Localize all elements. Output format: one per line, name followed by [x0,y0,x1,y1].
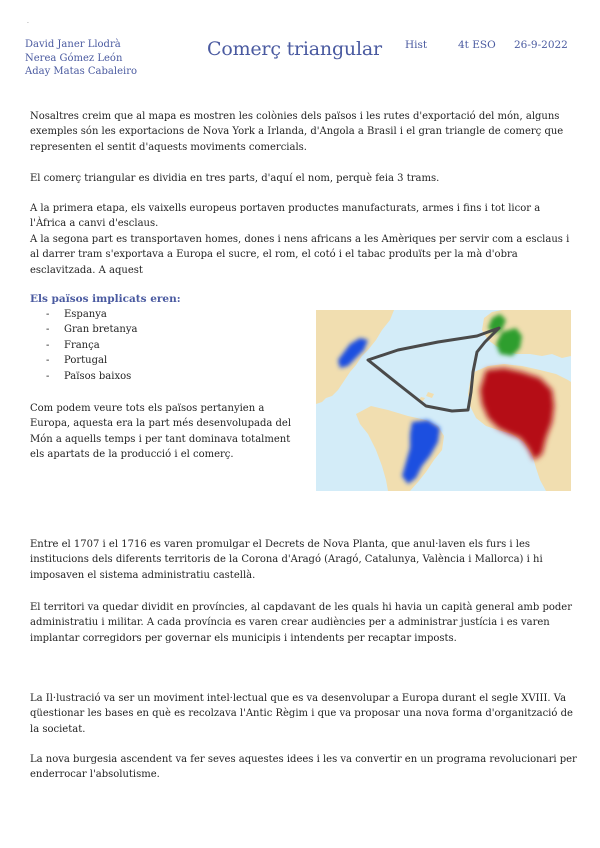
countries-list [46,307,137,384]
country-name: Gran bretanya [64,324,138,336]
countries-paragraph: Com podem veure tots els països pertanyien a Europa, aquesta era la part més desenvolupada del Món a aquells temps i per tant dominava totalment els apartats de la producció i el comerç. [30,403,292,461]
course-label: 4t ESO [458,39,496,51]
countries-heading: Els països implicats eren: [30,293,181,305]
stage1-paragraph: A la primera etapa, els vaixells europeus portaven productes manufacturats, armes i fins i tot licor a l'Àfrica a canvi d'esclaus. [30,203,541,230]
stage2-paragraph: A la segona part es transportaven homes, dones i nens africans a les Amèriques per servir com a esclaus i al darrer tram s'exportava a Europa el sucre, el rom, el cotó i el tabac produïts per la mà d'obra esclavitzada. A aquest [30,234,570,276]
authors-block [25,38,137,79]
date-label: 26-9-2022 [514,39,568,51]
parts-paragraph: El comerç triangular es dividia en tres parts, d'aquí el nom, perquè feia 3 trams. [30,173,440,184]
author-name: Aday Matas Cabaleiro [25,66,137,77]
list-item [46,322,137,337]
author-name: Nerea Gómez León [25,52,123,64]
country-name: Portugal [64,355,108,367]
list-marker: - [46,370,50,382]
corner-mark: . [27,18,29,25]
country-name: Països baixos [64,370,132,382]
country-name: Espanya [64,309,107,320]
list-marker: - [46,309,50,320]
author-name: David Janer Llodrà [25,39,121,50]
list-marker: - [46,355,50,367]
page-title: Comerç triangular [207,38,382,60]
subject-label: Hist [405,39,428,51]
list-item [46,353,137,368]
list-item [46,338,137,353]
list-marker: - [46,324,50,336]
list-marker: - [46,339,50,351]
nova-planta-paragraph: Entre el 1707 i el 1716 es varen promulgar el Decrets de Nova Planta, que anul·laven els furs i les institucions dels diferents territoris de la Corona d'Aragó (Aragó, Catalunya, València i Mallorca) i hi imposaven el sistema administratiu castellà. [30,539,543,581]
illustration-paragraph: La Il·lustració va ser un moviment intel·lectual que es va desenvolupar a Europa durant el segle XVIII. Va qüestionar les bases en què es recolzava l'Antic Règim i que va proposar una nova forma d'organització de la societat. [30,693,573,735]
intro-paragraph: Nosaltres creim que al mapa es mostren les colònies dels països i les rutes d'exportació del món, alguns exemples són les exportacions de Nova York a Irlanda, d'Angola a Brasil i el gran triangle de comerç que representen el sentit d'aquests moviments comercials. [30,111,564,153]
bourgeoisie-paragraph: La nova burgesia ascendent va fer seves aquestes idees i les va convertir en un programa revolucionari per enderrocar l'absolutisme. [30,754,577,781]
triangular-trade-map [316,310,571,491]
list-item [46,369,137,384]
provinces-paragraph: El territori va quedar dividit en províncies, al capdavant de les quals hi havia un capità general amb poder administratiu i militar. A cada província es varen crear audiències per a administrar justícia i es varen implantar corregidors per governar els municipis i intendents per recaptar imposts. [30,602,573,644]
list-item [46,307,137,322]
country-name: França [64,339,100,351]
